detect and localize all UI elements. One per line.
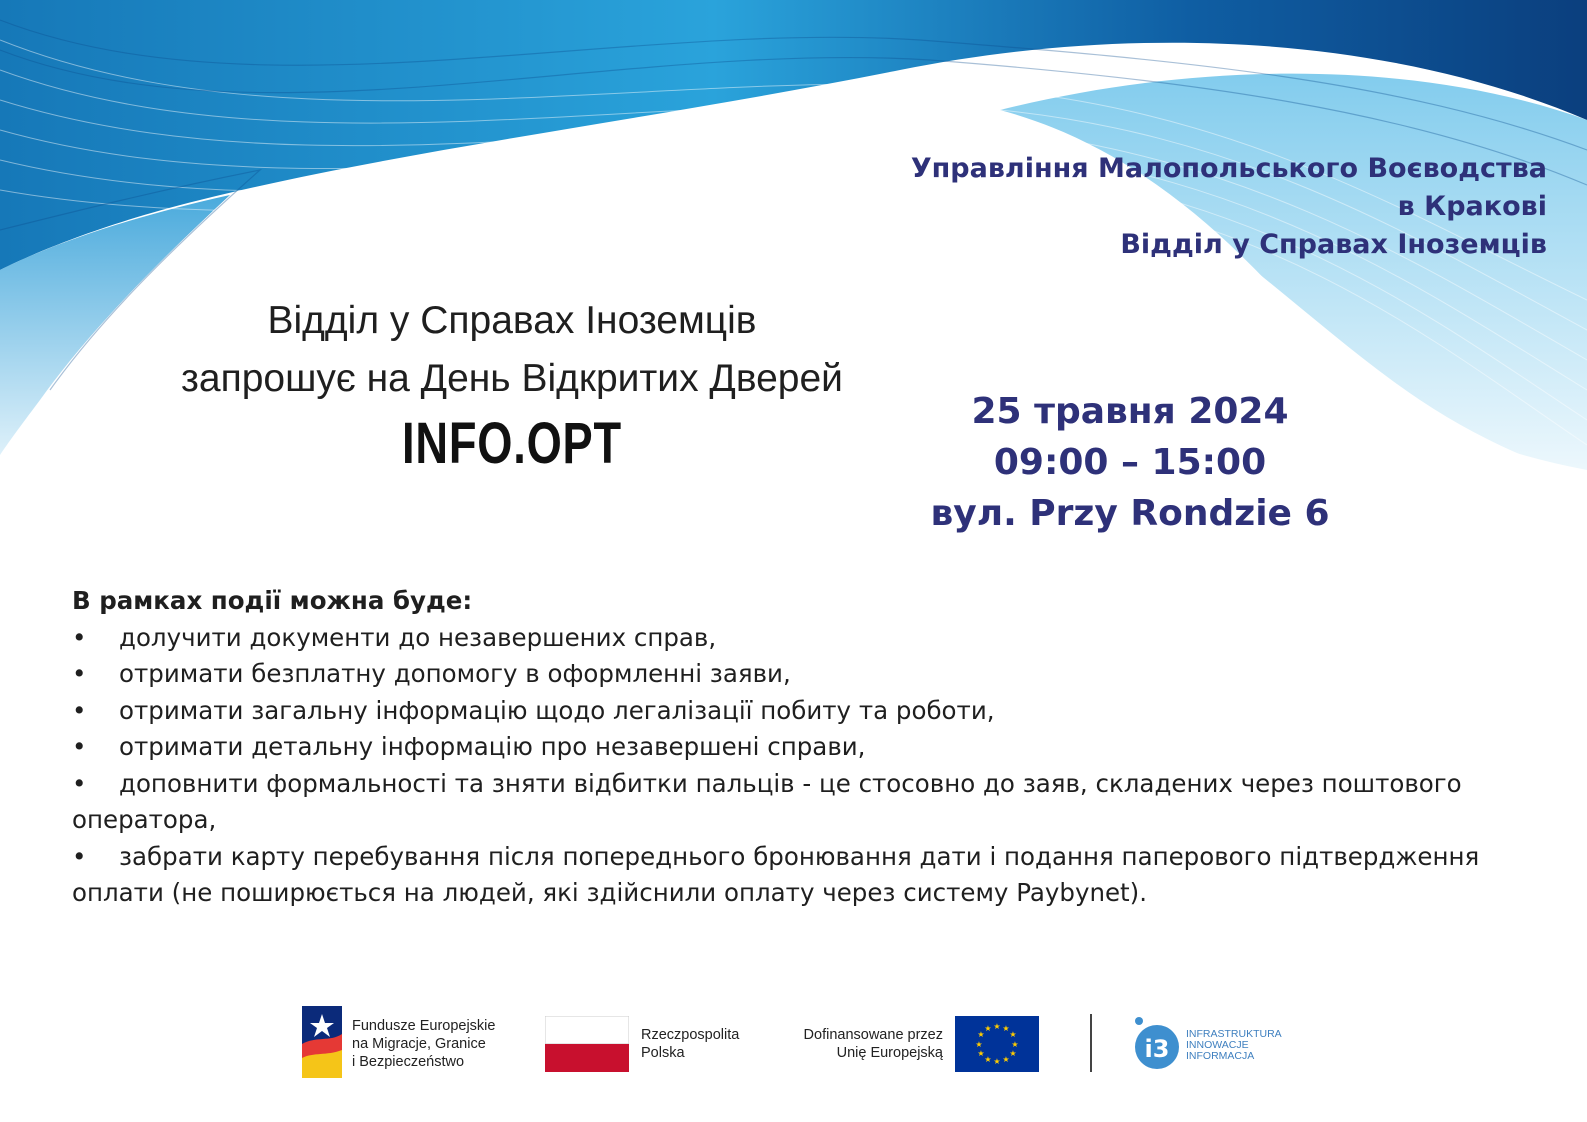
- bullet: •: [72, 732, 87, 761]
- bullet: •: [72, 622, 87, 652]
- list-item-text: отримати детальну інформацію про незавершені справи,: [119, 732, 866, 761]
- poland-flag-icon: [545, 1016, 629, 1072]
- list-item: [72, 693, 1522, 730]
- bullet: •: [72, 768, 87, 798]
- svg-text:i3: i3: [1144, 1035, 1170, 1063]
- invitation-block: [112, 292, 912, 476]
- fe-line-1: Fundusze Europejskie: [352, 1018, 496, 1034]
- activities-heading: В рамках події можна буде:: [72, 586, 473, 615]
- event-name: INFO.OPT: [402, 411, 622, 476]
- svg-text:★: ★: [1009, 1030, 1017, 1039]
- i3-line-1: INFRASTRUKTURA: [1186, 1028, 1282, 1040]
- svg-text:★: ★: [977, 1030, 985, 1039]
- list-item-text: долучити документи до незавершених справ,: [119, 622, 717, 652]
- org-line-2: в Кракові: [1397, 191, 1547, 222]
- fe-logo-text: [352, 1017, 495, 1071]
- list-item-continuation: оператора,: [72, 805, 217, 834]
- eu-line-1: Dofinansowane przez: [803, 1027, 943, 1043]
- svg-text:★: ★: [1011, 1040, 1019, 1049]
- event-time: 09:00 – 15:00: [993, 442, 1267, 483]
- list-item-text: отримати безплатну допомогу в оформленні заяви,: [119, 659, 791, 688]
- intro-line-2: запрошує на День Відкритих Дверей: [181, 357, 843, 400]
- i3-line-2: INNOWACJE: [1186, 1039, 1249, 1051]
- i3-logo-text: [1186, 1029, 1282, 1062]
- event-date: 25 травня 2024: [971, 391, 1289, 432]
- org-line-3: Відділ у Справах Іноземців: [1120, 229, 1547, 260]
- event-details: [880, 386, 1380, 539]
- bullet: •: [72, 841, 87, 871]
- activities-section: [72, 583, 1522, 912]
- intro-line-1: Відділ у Справах Іноземців: [267, 299, 757, 342]
- svg-text:★: ★: [977, 1049, 985, 1058]
- footer-logos: [300, 1000, 1300, 1085]
- list-item: [72, 656, 1522, 693]
- svg-text:★: ★: [993, 1057, 1001, 1066]
- activities-list: [72, 620, 1522, 912]
- list-item: [72, 766, 1522, 839]
- rp-line-2: Polska: [641, 1045, 685, 1061]
- list-item-continuation: оплати (не поширюється на людей, які здійснили оплату через систему Paybynet).: [72, 878, 1147, 907]
- list-item: [72, 839, 1522, 912]
- eu-line-2: Unię Europejską: [836, 1045, 943, 1061]
- svg-text:★: ★: [975, 1040, 983, 1049]
- svg-text:★: ★: [1002, 1024, 1010, 1033]
- list-item-text: забрати карту перебування після попереднього бронювання дати і подання паперового підтвердження: [119, 841, 1480, 871]
- list-item: [72, 729, 1522, 766]
- event-address: вул. Przy Rondzie 6: [930, 493, 1330, 534]
- svg-text:★: ★: [984, 1024, 992, 1033]
- i3-line-3: INFORMACJA: [1186, 1050, 1255, 1062]
- fe-logo-icon: [302, 1006, 342, 1078]
- list-item-text: доповнити формальності та зняти відбитки пальців - це стосовно до заяв, складених через поштового: [119, 768, 1462, 798]
- org-line-1: Управління Малопольського Воєводства: [910, 153, 1547, 184]
- bullet: •: [72, 659, 87, 688]
- bullet: •: [72, 695, 87, 725]
- svg-text:★: ★: [993, 1022, 1001, 1031]
- organization-header: [911, 150, 1547, 264]
- svg-text:★: ★: [1002, 1055, 1010, 1064]
- svg-text:★: ★: [1009, 1049, 1017, 1058]
- fe-line-2: na Migracje, Granice: [352, 1036, 486, 1052]
- logo-divider: [1090, 1014, 1092, 1072]
- svg-text:★: ★: [984, 1055, 992, 1064]
- eu-flag-icon: [955, 1016, 1039, 1072]
- list-item: [72, 620, 1522, 657]
- i3-logo-icon: [1133, 1014, 1181, 1072]
- fe-line-3: i Bezpieczeństwo: [352, 1054, 465, 1070]
- eu-logo-text: [786, 1026, 943, 1062]
- rp-line-1: Rzeczpospolita: [641, 1027, 740, 1043]
- rp-logo-text: [641, 1026, 739, 1062]
- list-item-text: отримати загальну інформацію щодо легалізації побиту та роботи,: [119, 695, 995, 725]
